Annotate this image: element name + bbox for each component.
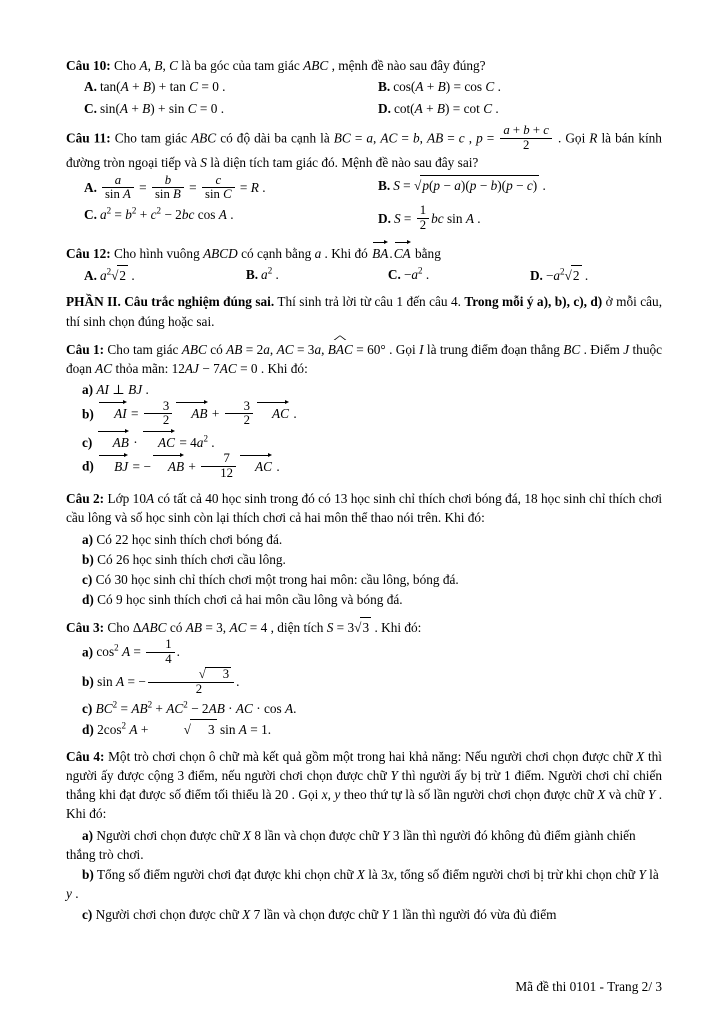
true-false-items bbox=[66, 380, 662, 482]
subitem-letter: b) bbox=[82, 405, 94, 421]
vector-arrow: AI bbox=[98, 401, 127, 423]
subitem-letter: a) bbox=[82, 644, 94, 660]
choice-b bbox=[246, 265, 378, 285]
choice-a bbox=[84, 265, 236, 285]
fraction: $\frac{a + b + c}{2}$ bbox=[500, 124, 552, 153]
question-block-1 bbox=[66, 122, 662, 234]
subitem-text: Người chơi chọn được chữ X 8 lần và chọn được chữ Y 3 lần thì người đó không đủ điểm giành chiến thắng trò chơi. bbox=[66, 827, 636, 862]
sqrt-radical: √ 3 bbox=[152, 719, 217, 739]
fraction: $\frac{3}{2}$ bbox=[144, 400, 172, 429]
choice-letter: D. bbox=[529, 268, 543, 284]
choice-letter: A. bbox=[84, 179, 97, 195]
subitem-b bbox=[66, 865, 662, 904]
subitem-d bbox=[66, 590, 662, 609]
choice-text: $a^2√2$ . bbox=[100, 268, 135, 283]
fraction: $\frac{3}{2}$ bbox=[225, 400, 253, 429]
sqrt-radical: √ 3 bbox=[198, 667, 230, 682]
answer-choices bbox=[66, 265, 662, 285]
subitem-text: Người chơi chọn được chữ X 7 lần và chọn được chữ Y 1 lần thì người đó vừa đủ điểm bbox=[95, 906, 557, 922]
subitem-letter: a) bbox=[82, 531, 94, 547]
question-stem: Câu 1: Cho tam giác ABC có AB = 2a, AC = 3a, ^ BAC = 60° . Gọi I là trung điểm đoạn thẳng BC . Điểm J thuộc đoạn AC thỏa mãn: 12AJ − 7AC = 0 . Khi đó: bbox=[66, 338, 662, 379]
sqrt-radical: √2 bbox=[111, 265, 128, 285]
vector-arrow: CA bbox=[394, 241, 411, 263]
choice-c bbox=[84, 205, 368, 234]
answer-choices bbox=[66, 77, 662, 118]
choice-letter: D. bbox=[378, 100, 391, 116]
vector-arrow: AB bbox=[152, 454, 184, 476]
choice-text: cos(A + B) = cos C . bbox=[393, 79, 501, 95]
question-block-2 bbox=[66, 241, 662, 286]
subitem-letter: d) bbox=[82, 722, 94, 738]
true-false-items bbox=[66, 530, 662, 610]
true-false-items bbox=[66, 636, 662, 740]
choice-a bbox=[84, 172, 368, 204]
choice-letter: D. bbox=[378, 210, 391, 226]
fraction: $\frac{a}{\text{sin A}}$ bbox=[102, 174, 134, 203]
choice-letter: B. bbox=[378, 177, 391, 193]
subitem-text: Có 30 học sinh chỉ thích chơi một trong hai môn: cầu lông, bóng đá. bbox=[95, 572, 459, 588]
fraction: $\frac{1}{4}$ bbox=[146, 638, 174, 667]
question-stem: Câu 12: Cho hình vuông ABCD có cạnh bằng a . Khi đó BA.CA bằng bbox=[66, 241, 662, 263]
question-label: Câu 11: bbox=[66, 130, 111, 146]
choice-text: tan(A + B) + tan C = 0 . bbox=[99, 79, 226, 95]
question-stem: Câu 10: Cho A, B, C là ba góc của tam giác ABC , mệnh đề nào sau đây đúng? bbox=[66, 58, 486, 73]
subitem-text: Có 22 học sinh thích chơi bóng đá. bbox=[96, 531, 283, 547]
choice-text: $a^2$ . bbox=[261, 265, 279, 283]
subitem-c bbox=[66, 905, 662, 924]
question-label: Câu 1: bbox=[66, 341, 105, 357]
choice-d bbox=[530, 265, 662, 285]
question-block-5 bbox=[66, 489, 662, 610]
subitem-letter: c) bbox=[82, 700, 93, 716]
sqrt-radical: √p(p − a)(p − b)(p − c) bbox=[414, 175, 539, 195]
vector-arrow: AC bbox=[239, 454, 272, 476]
fraction: $\frac{b}{\text{sin B}}$ bbox=[152, 174, 184, 203]
subitem-text: Có 26 học sinh thích chơi cầu lông. bbox=[97, 551, 286, 567]
answer-choices bbox=[66, 172, 662, 234]
sqrt-radical: √2 bbox=[565, 265, 582, 285]
choice-letter: A. bbox=[84, 79, 97, 95]
sqrt-radical: √3 bbox=[354, 617, 371, 637]
subitem-text: AI = $\frac{3}{2}$ AB + $\frac{3}{2}$ AC . bbox=[97, 406, 297, 421]
subitem-letter: d) bbox=[82, 458, 94, 474]
choice-text: S = $\frac{1}{2}$ bc sin A . bbox=[393, 203, 481, 232]
choice-a bbox=[84, 77, 368, 96]
choice-d bbox=[378, 205, 662, 234]
subitem-text: $BC^2 = AB^2 + AC^2 - 2AB$ · AC · cos A. bbox=[95, 699, 297, 716]
subitem-letter: a) bbox=[82, 382, 94, 398]
page-footer: Mã đề thi 0101 - Trang 2/ 3 bbox=[515, 978, 662, 994]
subitem-text: sin A = − $\frac{√ 3}{2}$ . bbox=[97, 667, 240, 697]
question-stem: Câu 3: Cho ΔABC có AB = 3, AC = 4 , diện tích S = 3√3 . Khi đó: bbox=[66, 617, 662, 637]
subitem-c bbox=[66, 570, 662, 589]
choice-text: cot(A + B) = cot C . bbox=[393, 100, 499, 116]
subitem-a bbox=[66, 380, 662, 399]
choice-b bbox=[378, 175, 662, 204]
choice-d bbox=[378, 99, 662, 118]
vector-arrow: AB bbox=[97, 430, 129, 452]
question-stem: Câu 4: Một trò chơi chọn ô chữ mà kết quả gồm một trong hai khả năng: Nếu người chơi chọn được chữ X thì người ấy được cộng 3 điểm, nếu người chơi chọn được chữ Y thì người ấy bị trừ 1 điểm. Người chơi chỉ chiến thắng khi đạt được số điểm tối thiểu là 20 . Gọi x, y theo thứ tự là số lần người chơi chọn được chữ X và chữ Y . Khi đó: bbox=[66, 748, 663, 822]
subitem-letter: c) bbox=[82, 572, 93, 588]
subitem-text: $\cos^2 A$ = $\frac{1}{4}$ . bbox=[96, 636, 180, 666]
subitem-text: $2\cos^2$ A + √ 3 sin A = 1. bbox=[97, 722, 271, 737]
choice-letter: A. bbox=[84, 268, 97, 284]
subitem-letter: a) bbox=[82, 827, 94, 843]
subitem-c bbox=[66, 699, 662, 718]
choice-letter: B. bbox=[245, 267, 259, 283]
question-block-0 bbox=[66, 56, 662, 118]
choice-letter: B. bbox=[378, 79, 391, 95]
subitem-text: AB · AC = $4a^2$ . bbox=[96, 435, 215, 450]
vector-arrow: AC bbox=[256, 401, 289, 423]
choice-text: $-a^2$ . bbox=[403, 265, 430, 283]
angle-hat: ^ BAC bbox=[328, 338, 353, 359]
choice-text: $\frac{a}{\text{sin A}}$ = $\frac{b}{\text{sin B}}$ = $\frac{c}{\text{sin C}}$ = R . bbox=[100, 180, 266, 195]
question-label: Câu 2: bbox=[66, 491, 105, 506]
choice-text: $a^2 = b^2 + c^2 - 2bc$ cos A . bbox=[99, 205, 234, 223]
fraction: $\frac{7}{12}$ bbox=[201, 452, 236, 481]
question-block-4 bbox=[66, 338, 662, 482]
subitem-letter: d) bbox=[82, 592, 94, 608]
vector-arrow: BA bbox=[372, 241, 388, 263]
vector-arrow: AB bbox=[175, 401, 207, 423]
choice-text: S = √p(p − a)(p − b)(p − c) . bbox=[393, 178, 546, 193]
true-false-items bbox=[66, 826, 662, 924]
question-label: Câu 3: bbox=[66, 619, 105, 635]
choice-b bbox=[378, 77, 662, 96]
choice-letter: C. bbox=[387, 267, 401, 283]
choice-letter: C. bbox=[84, 207, 97, 223]
fraction: $\frac{√ 3}{2}$ bbox=[148, 667, 234, 697]
document-body bbox=[66, 56, 662, 967]
subitem-text: AI ⊥ BJ . bbox=[96, 382, 149, 398]
question-label: Câu 10: bbox=[66, 58, 111, 73]
vector-arrow: BJ bbox=[98, 454, 128, 476]
subitem-letter: b) bbox=[82, 551, 94, 567]
subitem-a bbox=[66, 826, 662, 865]
choice-letter: C. bbox=[84, 100, 97, 116]
choice-text: $-a^2√2$ . bbox=[546, 268, 588, 283]
subitem-b bbox=[66, 668, 662, 698]
question-stem: Câu 11: Cho tam giác ABC có độ dài ba cạnh là BC = a, AC = b, AB = c , p = $\frac{a + b + c}{2}$ . Gọi R là bán kính đường tròn ngoại tiếp và S là diện tích tam giác đó. Mệnh đề nào sau đây sai? bbox=[66, 122, 662, 171]
question-label: Câu 12: bbox=[66, 245, 111, 261]
subitem-letter: b) bbox=[82, 674, 94, 690]
section-header: PHẦN II. Câu trắc nghiệm đúng sai. Thí sinh trả lời từ câu 1 đến câu 4. Trong mỗi ý a), b), c), d) ở mỗi câu, thí sinh chọn đúng hoặc sai. bbox=[66, 294, 663, 329]
subitem-text: BJ = − AB + $\frac{7}{12}$ AC . bbox=[97, 459, 280, 474]
subitem-d bbox=[66, 453, 662, 482]
vector-arrow: AC bbox=[142, 430, 175, 452]
subitem-letter: c) bbox=[82, 435, 93, 451]
question-block-6 bbox=[66, 617, 662, 740]
subitem-letter: c) bbox=[82, 906, 93, 922]
question-block-7 bbox=[66, 747, 662, 924]
subitem-b bbox=[66, 398, 662, 430]
subitem-c bbox=[66, 430, 662, 452]
choice-c bbox=[84, 99, 368, 118]
subitem-text: Tổng số điểm người chơi đạt được khi chọn chữ X là 3x, tổng số điểm người chơi bị trừ khi chọn chữ Y là y . bbox=[66, 867, 659, 902]
subitem-text: Có 9 học sinh thích chơi cả hai môn cầu lông và bóng đá. bbox=[97, 592, 403, 608]
fraction: $\frac{1}{2}$ bbox=[417, 204, 429, 233]
choice-c bbox=[388, 265, 520, 285]
subitem-a bbox=[66, 530, 662, 549]
question-stem: Câu 2: Lớp 10A có tất cả 40 học sinh trong đó có 13 học sinh chỉ thích chơi bóng đá, 18 học sinh chỉ thích chơi cầu lông và số học sinh còn lại thích chơi cả hai môn thể thao nói trên. Khi đó: bbox=[66, 491, 663, 526]
fraction: $\frac{c}{\text{sin C}}$ bbox=[202, 174, 235, 203]
subitem-a bbox=[66, 636, 662, 668]
subitem-letter: b) bbox=[82, 867, 94, 883]
subitem-b bbox=[66, 550, 662, 569]
choice-text: sin(A + B) + sin C = 0 . bbox=[99, 100, 225, 116]
question-label: Câu 4: bbox=[66, 748, 105, 764]
subitem-d bbox=[66, 719, 662, 739]
